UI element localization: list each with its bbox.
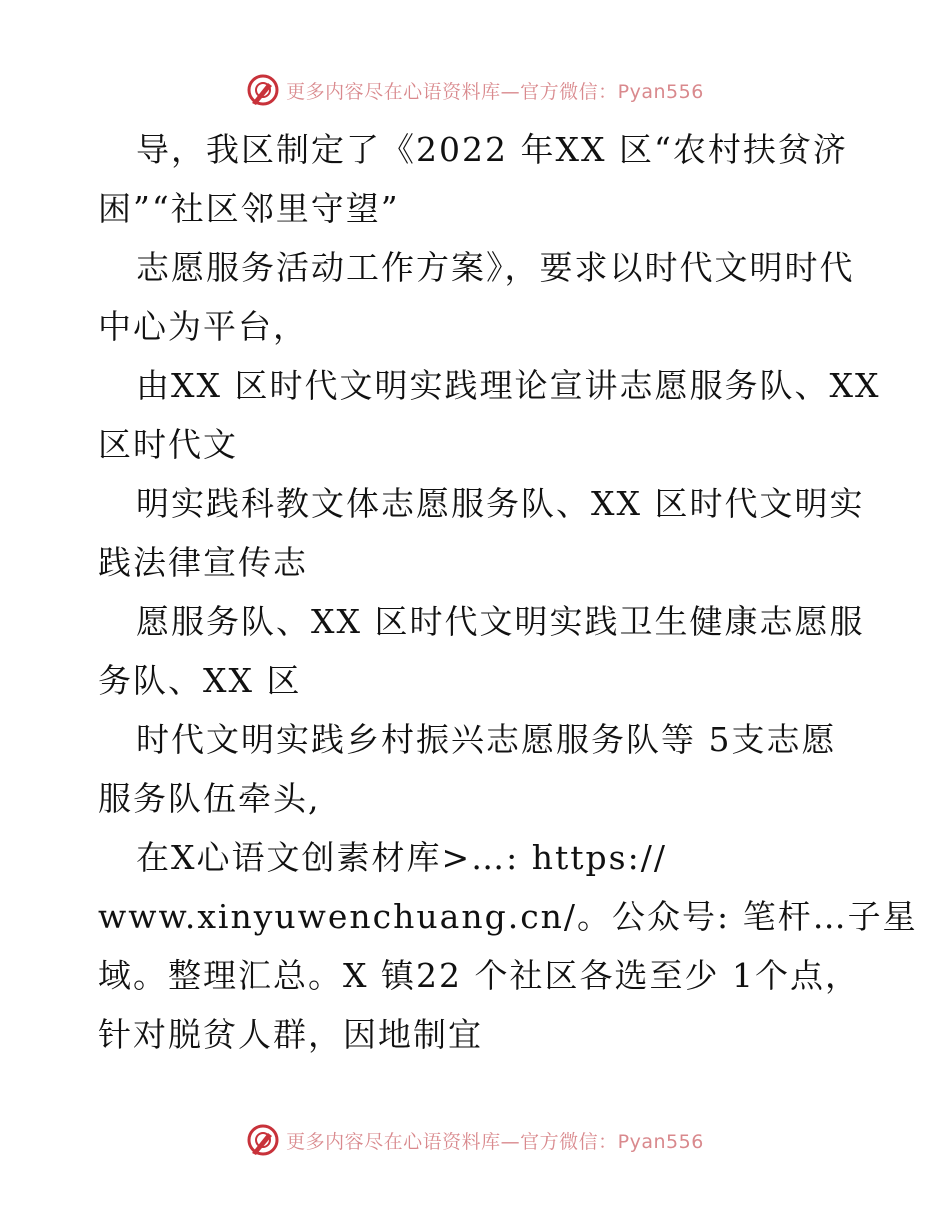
red-pen-circle-icon [246,73,280,107]
body-line: 服务队伍牵头, [98,779,321,818]
body-line: 困”“社区邻里守望” [98,189,400,228]
body-line: 时代文明实践乡村振兴志愿服务队等 5支志愿 [136,720,837,759]
body-line: 务队、XX 区 [98,661,302,700]
document-body [98,120,918,1064]
header-banner [0,70,950,110]
body-line: 域。整理汇总。X 镇22 个社区各选至少 1个点， [98,956,860,995]
body-line: 区时代文 [98,425,238,464]
body-line: 愿服务队、XX 区时代文明实践卫生健康志愿服 [136,602,865,641]
header-banner-text: 更多内容尽在心语资料库—官方微信：Pyan556 [286,80,704,103]
body-line: 导，我区制定了《2022 年XX 区“农村扶贫济 [136,130,848,169]
body-line: 中心为平台， [98,307,308,346]
body-line: 在X心语文创素材库>…: https:// [136,838,667,877]
body-line: 由XX 区时代文明实践理论宣讲志愿服务队、XX [136,366,881,405]
body-line: www.xinyuwenchuang.cn/。公众号: 笔杆…子星 [98,897,918,936]
body-line: 志愿服务活动工作方案》，要求以时代文明时代 [136,248,855,287]
footer-banner [0,1120,950,1160]
body-line: 明实践科教文体志愿服务队、XX 区时代文明实 [136,484,865,523]
body-line: 践法律宣传志 [98,543,308,582]
red-pen-circle-icon [246,1123,280,1157]
body-line: 针对脱贫人群，因地制宜 [98,1015,483,1054]
footer-banner-text: 更多内容尽在心语资料库—官方微信：Pyan556 [286,1130,704,1153]
